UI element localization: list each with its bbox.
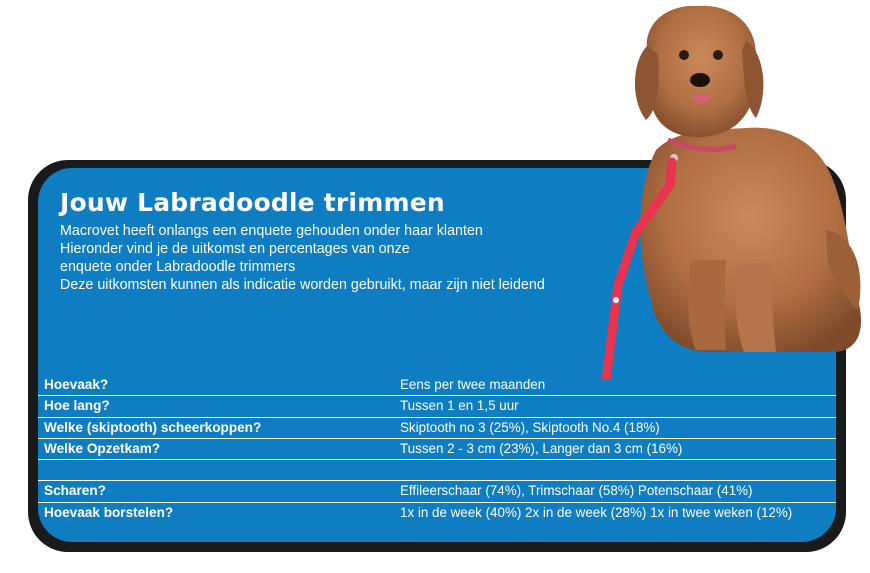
row-answer: Eens per twee maanden	[400, 377, 546, 392]
intro-line: enquete onder Labradoodle trimmers	[60, 259, 296, 275]
table-row	[38, 460, 836, 481]
row-answer: Tussen 2 - 3 cm (23%), Langer dan 3 cm (16%)	[400, 440, 683, 456]
row-question: Hoevaak borstelen?	[44, 504, 174, 520]
labradoodle-dog-photo-icon	[596, 0, 870, 380]
row-answer: Tussen 1 en 1,5 uur	[400, 398, 519, 414]
row-question: Welke Opzetkam?	[44, 440, 161, 456]
intro-line: Hieronder vind je de uitkomst en percentages van onze	[60, 241, 410, 257]
row-question: Hoevaak?	[44, 377, 109, 392]
row-answer: Skiptooth no 3 (25%), Skiptooth No.4 (18%)	[400, 419, 660, 435]
intro-text	[60, 222, 660, 294]
intro-line: Deze uitkomsten kunnen als indicatie worden gebruikt, maar zijn niet leidend	[60, 277, 545, 293]
table-row	[38, 503, 836, 523]
row-question: Scharen?	[44, 483, 106, 499]
table-row	[38, 439, 836, 460]
table-row	[38, 481, 836, 502]
card-title: Jouw Labradoodle trimmen	[60, 188, 445, 217]
table-row	[38, 396, 836, 417]
table-row	[38, 418, 836, 439]
row-question: Welke (skiptooth) scheerkoppen?	[44, 419, 262, 435]
intro-line: Macrovet heeft onlangs een enquete gehouden onder haar klanten	[60, 223, 483, 239]
survey-table	[38, 375, 836, 523]
row-answer: 1x in de week (40%) 2x in de week (28%) 1x in twee weken (12%)	[400, 504, 793, 520]
row-answer: Effileerschaar (74%), Trimschaar (58%) Potenschaar (41%)	[400, 483, 753, 499]
row-question: Hoe lang?	[44, 398, 110, 414]
